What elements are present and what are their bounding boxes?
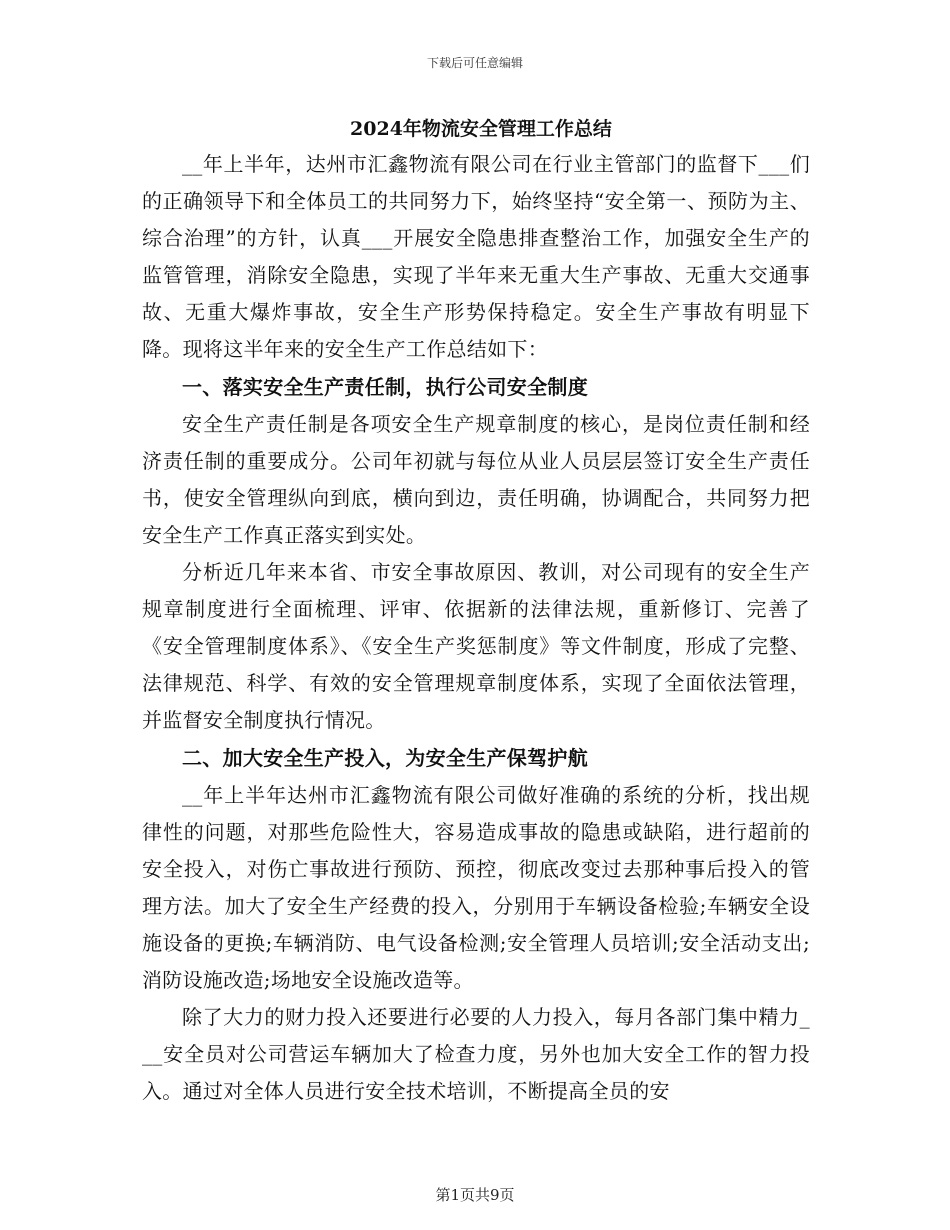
paragraph-responsibility: 安全生产责任制是各项安全生产规章制度的核心，是岗位责任制和经济责任制的重要成分。公司年初就与每位从业人员层层签订安全生产责任书，使安全管理纵向到底，横向到边，责任明确，协调配合，共同努力把安全生产工作真正落实到实处。 [142, 411, 810, 547]
paragraph-regulations: 分析近几年来本省、市安全事故原因、教训，对公司现有的安全生产规章制度进行全面梳理、评审、依据新的法律法规，重新修订、完善了《安全管理制度体系》、《安全生产奖惩制度》等文件制度，形成了完整、法律规范、科学、有效的安全管理规章制度体系，实现了全面依法管理，并监督安全制度执行情况。 [142, 560, 810, 733]
section-heading-1: 一、落实安全生产责任制，执行公司安全制度 [182, 374, 588, 399]
paragraph-manpower: 除了大力的财力投入还要进行必要的人力投入，每月各部门集中精力___安全员对公司营运车辆加大了检查力度，另外也加大安全工作的智力投入。通过对全体人员进行安全技术培训，不断提高全员的安 [142, 1005, 810, 1104]
section-heading-2: 二、加大安全生产投入，为安全生产保驾护航 [182, 745, 588, 770]
page-header-note: 下载后可任意编辑 [426, 56, 523, 70]
paragraph-investment: __年上半年达州市汇鑫物流有限公司做好准确的系统的分析，找出规律性的问题，对那些危险性大，容易造成事故的隐患或缺陷，进行超前的安全投入，对伤亡事故进行预防、预控，彻底改变过去那种事后投入的管理方法。加大了安全生产经费的投入，分别用于车辆设备检验;车辆安全设施设备的更换;车辆消防、电气设备检测;安全管理人员培训;安全活动支出;消防设施改造;场地安全设施改造等。 [142, 782, 810, 993]
page-number: 第1页共9页 [435, 1186, 515, 1204]
paragraph-intro: __年上半年，达州市汇鑫物流有限公司在行业主管部门的监督下___们的正确领导下和全体员工的共同努力下，始终坚持“安全第一、预防为主、综合治理”的方针，认真___开展安全隐患排查整治工作，加强安全生产的监管管理，消除安全隐患，实现了半年来无重大生产事故、无重大交通事故、无重大爆炸事故，安全生产形势保持稳定。安全生产事故有明显下降。现将这半年来的安全生产工作总结如下： [142, 152, 810, 362]
document-body [142, 112, 810, 1110]
document-title: 2024年物流安全管理工作总结 [350, 118, 612, 140]
